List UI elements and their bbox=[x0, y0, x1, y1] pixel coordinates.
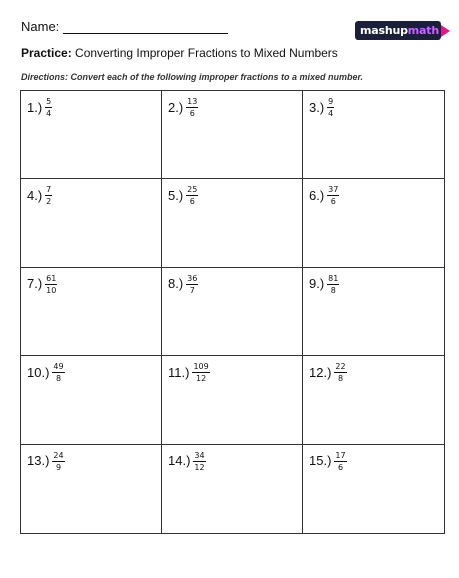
problem bbox=[309, 361, 347, 383]
problem bbox=[168, 450, 206, 472]
problem-number: 9.) bbox=[309, 276, 325, 292]
problem-cell bbox=[162, 445, 303, 533]
problem-cell bbox=[21, 268, 162, 356]
problem bbox=[309, 273, 339, 295]
problem bbox=[27, 273, 57, 295]
denominator: 7 bbox=[189, 285, 195, 295]
numerator: 49 bbox=[53, 362, 64, 372]
problem-number: 6.) bbox=[309, 187, 325, 203]
denominator: 9 bbox=[55, 462, 62, 472]
problem-cell bbox=[303, 445, 444, 533]
denominator: 6 bbox=[337, 462, 344, 472]
numerator: 109 bbox=[193, 362, 209, 372]
denominator: 6 bbox=[189, 197, 195, 207]
problem-cell bbox=[21, 179, 162, 267]
name-blank-line bbox=[63, 21, 228, 34]
denominator: 4 bbox=[328, 109, 334, 118]
problem bbox=[309, 96, 334, 118]
problem bbox=[27, 184, 52, 206]
fraction bbox=[186, 96, 198, 118]
problem-number: 2.) bbox=[168, 99, 184, 115]
problem-cell bbox=[162, 91, 303, 179]
fraction bbox=[52, 361, 64, 383]
title-text: Converting Improper Fractions to Mixed Numbers bbox=[71, 46, 338, 60]
problem-number: 10.) bbox=[27, 364, 50, 380]
denominator: 8 bbox=[337, 374, 344, 384]
fraction bbox=[52, 450, 64, 472]
problem bbox=[27, 450, 65, 472]
problem bbox=[168, 184, 198, 206]
problem-number: 4.) bbox=[27, 187, 43, 203]
problem-cell bbox=[162, 179, 303, 267]
denominator: 2 bbox=[46, 197, 52, 207]
numerator: 81 bbox=[328, 273, 339, 283]
problem-number: 5.) bbox=[168, 187, 184, 203]
problem bbox=[168, 361, 210, 383]
denominator: 6 bbox=[330, 197, 336, 207]
problem-cell bbox=[303, 268, 444, 356]
denominator: 12 bbox=[194, 462, 205, 472]
problem-cell bbox=[21, 356, 162, 444]
problem bbox=[168, 96, 198, 118]
problem-cell bbox=[21, 91, 162, 179]
problem-number: 1.) bbox=[27, 99, 43, 115]
denominator: 4 bbox=[46, 109, 52, 118]
fraction bbox=[327, 273, 339, 295]
logo-text-math: math bbox=[407, 24, 439, 37]
play-arrow-icon bbox=[441, 25, 450, 37]
fraction bbox=[334, 361, 346, 383]
mashupmath-logo bbox=[355, 21, 441, 40]
problem-cell bbox=[162, 268, 303, 356]
numerator: 37 bbox=[328, 185, 339, 195]
fraction bbox=[45, 273, 57, 295]
numerator: 7 bbox=[46, 185, 52, 195]
problem-cell bbox=[303, 179, 444, 267]
fraction bbox=[45, 96, 52, 118]
problem-cell bbox=[21, 445, 162, 533]
title-bold: Practice: bbox=[21, 46, 72, 60]
numerator: 5 bbox=[46, 97, 52, 106]
problem-number: 8.) bbox=[168, 276, 184, 292]
numerator: 17 bbox=[335, 450, 346, 460]
problem-number: 7.) bbox=[27, 276, 43, 292]
problem bbox=[27, 361, 65, 383]
fraction bbox=[45, 184, 52, 206]
numerator: 13 bbox=[187, 97, 198, 106]
directions-text: Directions: Convert each of the following improper fractions to a mixed number. bbox=[21, 72, 364, 82]
problem-cell bbox=[303, 91, 444, 179]
fraction bbox=[334, 450, 346, 472]
problem-number: 3.) bbox=[309, 99, 325, 115]
fraction bbox=[327, 184, 339, 206]
name-label: Name: bbox=[21, 19, 60, 34]
numerator: 36 bbox=[187, 273, 198, 283]
page-title bbox=[21, 46, 338, 60]
denominator: 8 bbox=[55, 374, 62, 384]
fraction bbox=[192, 361, 209, 383]
problem-number: 14.) bbox=[168, 453, 191, 469]
fraction bbox=[193, 450, 205, 472]
numerator: 24 bbox=[53, 450, 64, 460]
fraction bbox=[327, 96, 334, 118]
denominator: 12 bbox=[195, 374, 207, 384]
name-row bbox=[21, 19, 228, 34]
problem-cell bbox=[303, 356, 444, 444]
problem-number: 15.) bbox=[309, 453, 332, 469]
problem-number: 12.) bbox=[309, 364, 332, 380]
numerator: 22 bbox=[335, 362, 346, 372]
numerator: 9 bbox=[328, 97, 334, 106]
numerator: 61 bbox=[46, 273, 57, 283]
fraction bbox=[186, 184, 198, 206]
problem-grid bbox=[20, 90, 445, 534]
denominator: 8 bbox=[330, 285, 336, 295]
numerator: 34 bbox=[194, 450, 205, 460]
logo-text-mashup: mashup bbox=[360, 24, 408, 37]
numerator: 25 bbox=[187, 185, 198, 195]
denominator: 6 bbox=[189, 109, 195, 118]
problem bbox=[27, 96, 52, 118]
denominator: 10 bbox=[46, 285, 57, 295]
fraction bbox=[186, 273, 198, 295]
problem bbox=[168, 273, 198, 295]
problem bbox=[309, 450, 347, 472]
problem-cell bbox=[162, 356, 303, 444]
problem-number: 11.) bbox=[168, 364, 190, 380]
problem-number: 13.) bbox=[27, 453, 50, 469]
problem bbox=[309, 184, 339, 206]
